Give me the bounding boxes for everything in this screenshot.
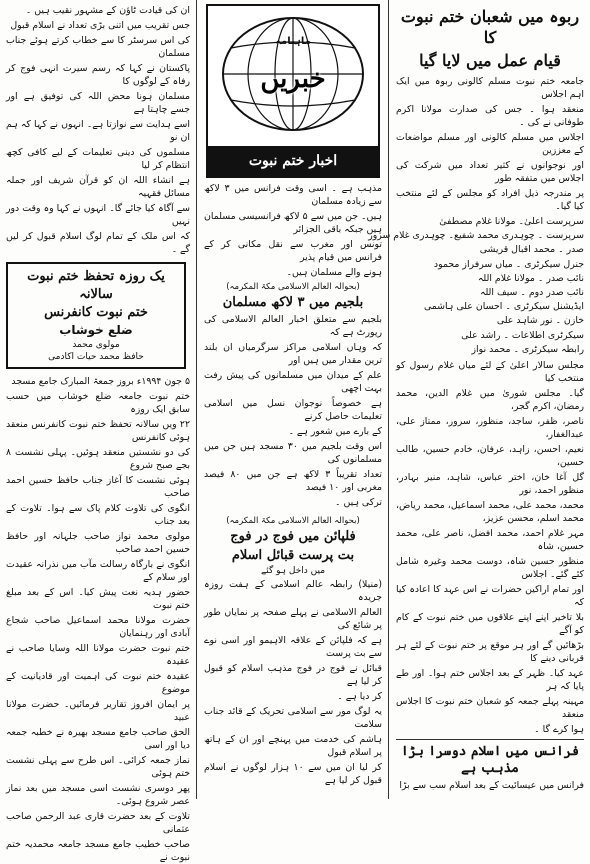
- list-item: سرپرست ۔ چوہدری محمد شفیع۔ چوہدری غلام سرور: [368, 230, 584, 242]
- text-line: ختم نبوت جامعہ ضلع خوشاب میں حسب سابق ایک روزہ: [6, 391, 190, 415]
- notice-reporter-2: حافظ محمد حیات اکادمی: [48, 352, 144, 362]
- text-line: فرانس میں عیسائیت کے بعد اسلام سب سے بڑا: [399, 780, 584, 792]
- text-line: کی اس سرسٹر کا سے خطاب کرتے ہوئے جناب مسلمان: [6, 35, 190, 59]
- list-item: ایڈیشنل سیکرٹری ۔ احسان علی ہاشمی: [423, 301, 584, 313]
- text-line: بڑھائیں گے اور ہر موقع پر ختم نبوت کے لئے ہر قربانی دینے کا: [396, 640, 584, 665]
- list-item: سیکرٹری اطلاعات ۔ راشد علی: [461, 329, 584, 341]
- text-line: منعقد ہوا ۔ جس کی صدارت مولانا اکرم طوفانی نے کی ۔: [396, 104, 584, 128]
- article-headline-rabwah: ربوہ میں شعبان ختم نبوت کا: [400, 7, 580, 47]
- text-line: قبائل نے فوج در فوج مذہب اسلام کو قبول کر لیا ہے: [204, 663, 382, 687]
- article-headline-france: فرانس میں اسلام دوسرا بڑا مذہب ہے: [400, 744, 580, 777]
- text-line: ۲۲ ویں سالانہ تحفظ ختم نبوت کانفرنس منعقد ہوئی کانفرنس: [6, 419, 190, 443]
- text-line: مسلموں کی دینی تعلیمات کے لیے کافی کچھ انتظام کر لیا: [6, 147, 190, 171]
- article-headline-rabwah-2: قیام عمل میں لایا گیا: [419, 51, 561, 70]
- masthead-logo: [206, 4, 380, 178]
- text-line: ہے کہ فلپائن کے علاقہ الاہیمو اور اسی نوے سے بت پرست: [204, 635, 382, 659]
- text-line: مولوی محمد نواز صاحب جلہانہ اور حافظ حسین احمد صاحب: [6, 531, 190, 555]
- left-column: [0, 0, 197, 863]
- text-line: مسلمان ہونا محض اللہ کی توفیق ہے اور جسے چاہتا ہے: [6, 91, 190, 115]
- article-rabwah-body: [390, 359, 590, 736]
- text-line: انگوی نے بارگاہ رسالت مآب میں نذرانہ عقیدت اور سلام کے: [6, 559, 190, 583]
- text-line: نماز جمعہ کرائی۔ اس طرح سے پہلی نشست ختم ہوئی: [6, 755, 190, 779]
- list-item: نائب صدر ۔ مولانا غلام اللہ: [477, 272, 584, 284]
- text-line: گیا۔ مجلس شوریٰ میں غلام الدین، محمد رمضان، اکرم گجر،: [396, 388, 584, 413]
- text-line: ان کی قیادت ٹاؤن کے مشہور نقیب ہیں ۔: [25, 5, 190, 16]
- text-line: جس تقریب میں اتنی بڑی تعداد نے اسلام قبول: [10, 20, 190, 31]
- text-line: ہوا کرے گا ۔: [534, 724, 584, 736]
- text-line: اسے ہدایت سے نوازتا ہے۔ انہوں نے کہا کہ ہم ان نو: [6, 119, 190, 143]
- text-line: کی دو نشستیں منعقد ہوئیں۔ پہلی نشست ۸ بجے صبح شروع: [6, 447, 190, 471]
- text-line: ختم نبوت حضرت مولانا اللہ وسایا صاحب نے عقیدہ: [6, 643, 190, 667]
- text-line: کر دیا ہے ۔: [337, 691, 382, 702]
- text-line: عقیدہ ختم نبوت کی اہمیت اور قادیانیت کے موضوع: [6, 671, 190, 695]
- divider: [396, 739, 584, 740]
- text-line: مذہب ہے ۔ اسی وقت فرانس میں ۳ لاکھ سے زیادہ مسلمان: [204, 183, 383, 207]
- text-line: جامعہ ختم نبوت مسلم کالونی ربوہ میں ایک اہم اجلاس: [396, 76, 584, 100]
- article-belgium-body: [198, 313, 388, 509]
- text-line: علم کے میدان میں مسلمانوں کی پیش رفت بہت اچھی: [204, 370, 382, 394]
- text-line: بلا تاخیر اپنے اپنے علاقوں میں ختم نبوت کے کام کو آگے: [396, 612, 584, 637]
- text-line: اجلاس میں مسلم کالونی اور مسلم مواضعات کے معززین: [396, 132, 584, 156]
- text-line: انگوی کی تلاوت کلام پاک سے ہوا۔ تلاوت کے بعد جناب: [6, 503, 190, 527]
- text-line: پھر دوسری نشست اسی مسجد میں بعد نماز عصر شروع ہوئی۔: [6, 783, 190, 807]
- text-line: ہوئی نشست کا آغاز جناب حافظ حسین احمد صاحب: [6, 475, 190, 499]
- text-line: العالم الاسلامی نے پہلے صفحہ پر نمایاں طور پر شائع کی: [204, 607, 382, 631]
- article-conversion-end: [0, 4, 196, 256]
- notice-reporter: مولوی محمد: [72, 340, 120, 350]
- masthead-subtitle: ماہنامہ: [275, 36, 311, 47]
- text-line: پر مندرجہ ذیل افراد کو مجلس کے لئے منتخب کیا گیا۔: [396, 188, 584, 212]
- text-line: منظور حسین شاہ، دوست محمد وغیرہ شامل کئے گئے۔ اجلاس: [396, 556, 584, 581]
- text-line: تونس اور مغرب سے نقل مکانی کر کے فرانس میں قیام پذیر: [204, 239, 382, 263]
- text-line: (منیلا) رابطہ عالم اسلامی کے ہفت روزہ جریدہ: [204, 579, 382, 603]
- list-item: رابطہ سیکرٹری ۔ محمد نواز: [471, 343, 584, 355]
- notice-title-2: ختم نبوت کانفرنس: [44, 305, 148, 320]
- source-credit: (بحوالہ العالم الاسلامی مکۃ المکرمہ): [226, 282, 360, 292]
- text-line: نعیم، احسن، زاہد، عرفان، خادم حسین، طالب حسین،: [396, 444, 584, 469]
- text-line: بلجیم سے متعلق اخبار العالم الاسلامی کی رپورٹ ہے کہ: [204, 314, 382, 338]
- list-item: نائب صدر دوم ۔ سیف اللہ: [479, 287, 584, 299]
- office-bearers-list: [368, 215, 590, 357]
- list-item: جنرل سیکرٹری ۔ میاں سرفراز محمود: [433, 258, 584, 270]
- article-rabwah-intro: [390, 75, 590, 213]
- text-line: مہر غلام احمد، محمد افضل، ناصر علی، محمد حسین، شاہ: [396, 528, 584, 553]
- article-philippines-body: [198, 578, 388, 787]
- text-line: محمد، محمد علی، محمد اسماعیل، محمد ریاض، محمد اسلم، محسن عزیز،: [396, 500, 584, 525]
- conference-notice-box: [6, 262, 186, 369]
- text-line: کہ اس ملک کے تمام لوگ اسلام قبول کر لیں گے ۔: [6, 231, 190, 255]
- text-line: اور نوجوانوں نے کثیر تعداد میں شرکت کی اجلاس میں متفقہ طور: [396, 160, 584, 184]
- text-line: حضور ہدیہ نعت پیش کیا۔ اس کے بعد مبلغ ختم نبوت: [6, 587, 190, 611]
- text-line: ترکی ہیں ۔: [335, 497, 382, 508]
- list-item: سرپرست اعلیٰ۔ مولانا غلام مصطفیٰ: [439, 216, 584, 227]
- list-item: صدر ۔ محمد اقبال قریشی: [479, 244, 584, 256]
- text-line: ہاشم کی خدمت میں پہنچے اور ان کے ہاتھ پر اسلام قبول: [204, 734, 382, 758]
- notice-title: یک روزہ تحفظ ختم نبوت سالانہ: [27, 269, 165, 302]
- source-credit: (بحوالہ العالم الاسلامی مکۃ المکرمہ): [226, 516, 360, 526]
- text-line: پر ایمان افروز تقاریر فرمائیں۔ حضرت مولانا عبید: [6, 699, 190, 723]
- text-line: کے بارے میں شعور ہے ۔: [288, 426, 382, 437]
- text-line: سے آگاہ کیا جائے گا۔ انہوں نے کہا وہ وقت دور نہیں: [6, 203, 190, 227]
- text-line: تلاوت کے بعد حضرت قاری عبد الرحمن صاحب عثمانی: [6, 811, 190, 835]
- list-item: خازن ۔ نور شاہد علی: [496, 315, 584, 327]
- article-subheadline-philippines: میں داخل ہو گئے: [260, 566, 326, 576]
- text-line: گل آغا خان، اختر عباس، شاہد، منیر بہادر، منظور احمد، نور: [396, 472, 584, 497]
- text-line: کہ وہاں اسلامی مراکز سرگرمیاں ان بلند ترین مقدار میں ہیں اور: [204, 342, 382, 366]
- right-column: [368, 0, 590, 799]
- text-line: عہد کیا۔ ظہر کے بعد اجلاس ختم ہوا۔ اور طے پایا کہ ہر: [396, 668, 584, 693]
- masthead-band: اخبار ختم نبوت: [208, 146, 378, 176]
- text-line: تعداد تقریباً ۳ لاکھ ہے جن میں ۸۰ فیصد مغربی اور ۱۰ فیصد: [204, 469, 382, 493]
- text-line: مجلس سالار اعلیٰ کے لئے میاں غلام رسول کو منتخب کیا: [396, 360, 584, 385]
- text-line: مہینہ پہلے جمعہ کو شعبان ختم نبوت کا اجلاس منعقد: [396, 696, 584, 721]
- text-line: ہے انشاء اللہ ان کو قرآن شریف اور جملہ مسائل فقہیہ: [6, 175, 190, 199]
- text-line: الحق صاحب جامع مسجد بھیرہ نے خطبہ جمعہ دیا اور اسی: [6, 727, 190, 751]
- text-line: پاکستان نے کہا کہ رسم سیرت انہی فوج کر رفاہ کے لوگوں کا: [6, 63, 190, 87]
- text-line: کر لیا ان میں سے ۱۰ ہزار لوگوں نے اسلام قبول کر لیا ہے: [204, 762, 382, 786]
- text-line: ہے خصوصاً نوجوان نسل میں اسلامی تعلیمات حاصل کرنے: [204, 398, 382, 422]
- article-headline-philippines: فلپائن میں فوج در فوج: [230, 529, 356, 544]
- text-line: ۵ جون ۱۹۹۴ء بروز جمعۃ المبارک جامع مسجد: [11, 376, 190, 387]
- text-line: ہیں۔ جن میں سے ۵ لاکھ فرانسیسی مسلمان ہیں جبکہ باقی الجزائر: [204, 211, 383, 235]
- article-headline-belgium: بلجیم میں ۳ لاکھ مسلمان: [222, 295, 364, 310]
- text-line: اور تمام اراکین حضرات نے اس عہد کا اعادہ کیا کہ: [396, 584, 584, 609]
- text-line: یہ لوگ مور سے اسلامی تحریک کے قائد جناب سلامت: [204, 706, 382, 730]
- text-line: صاحب خطیب جامع مسجد جامعہ محمدیہ ختم نبوت نے: [6, 839, 190, 863]
- article-france-continued: [198, 182, 388, 279]
- text-line: ناصر، ظفر، ساجد، منظور، سرور، ممتاز علی، عبدالغفار،: [396, 416, 584, 441]
- masthead-title: خبریں: [260, 64, 326, 94]
- article-conference-body: [0, 375, 196, 864]
- text-line: حضرت مولانا محمد اسماعیل صاحب شجاع آبادی اور رہنمایان: [6, 615, 190, 639]
- text-line: اس وقت بلجیم میں ۳۰ مسجد ہیں جن میں مسلمانوں کی: [204, 441, 382, 465]
- text-line: ہونے والے مسلمان ہیں۔: [286, 267, 382, 278]
- notice-district: ضلع خوشاب: [59, 323, 133, 337]
- middle-column: [198, 0, 389, 799]
- article-headline-philippines-2: بت پرست قبائل اسلام: [231, 548, 355, 563]
